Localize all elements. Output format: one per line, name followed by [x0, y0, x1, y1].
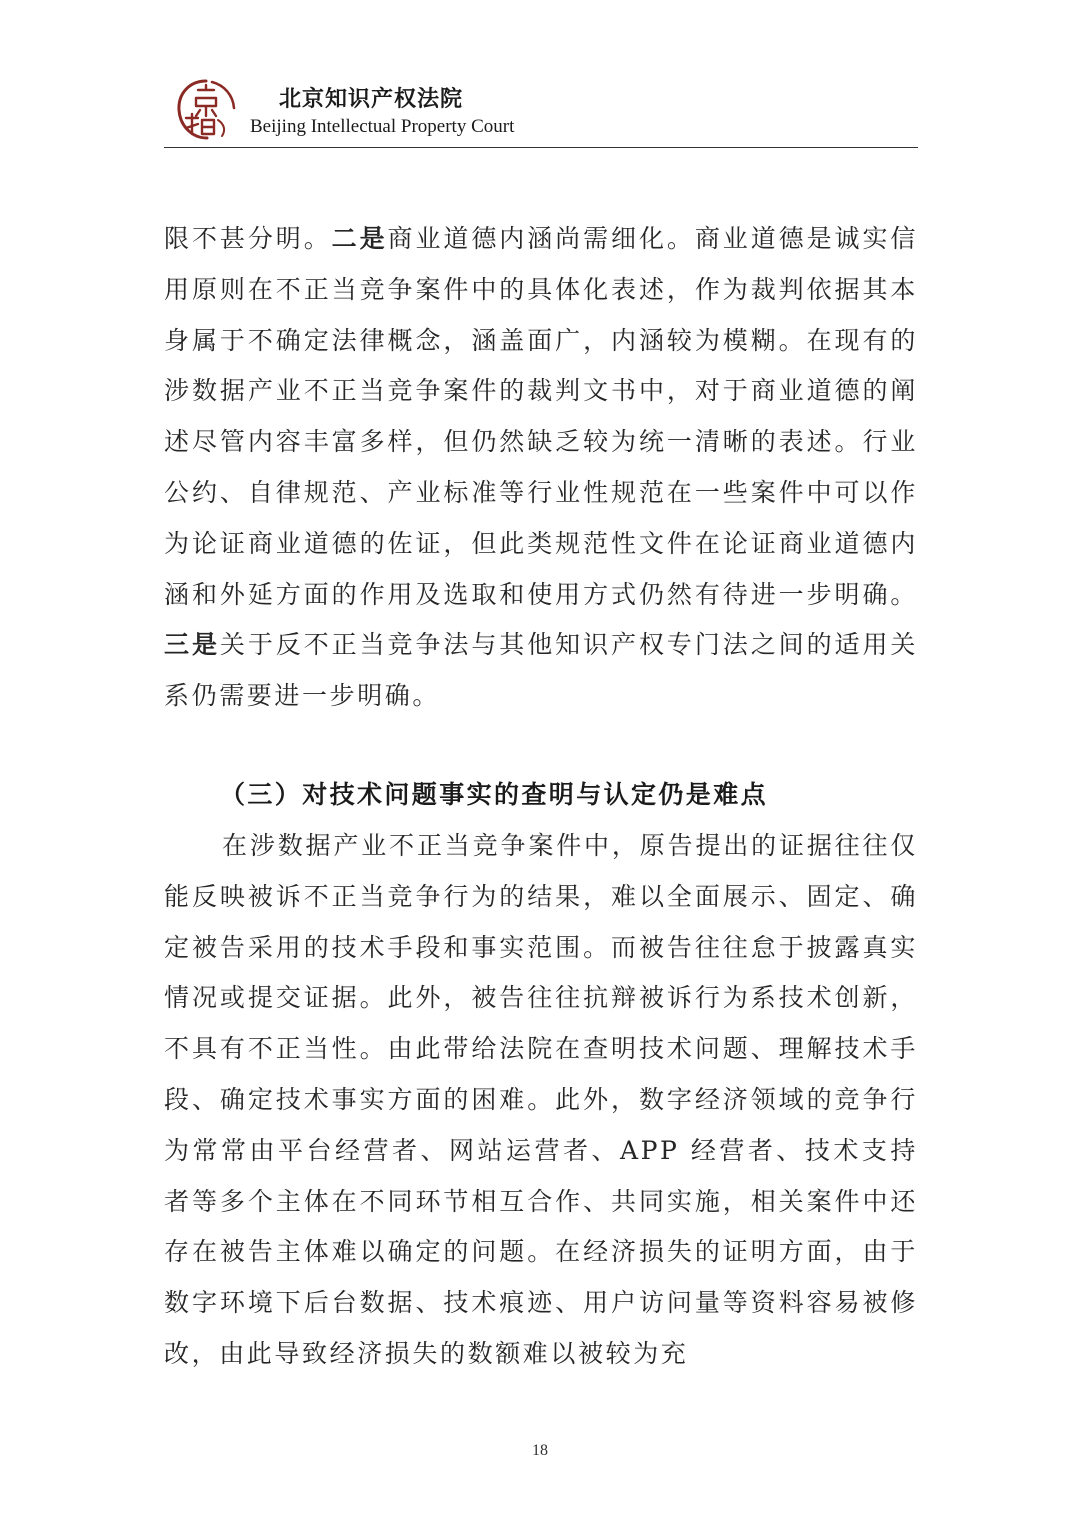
- header-divider: [164, 147, 918, 148]
- page-number: 18: [532, 1442, 548, 1459]
- court-name-english: Beijing Intellectual Property Court: [250, 116, 515, 137]
- paragraph-text: 商业道德内涵尚需细化。商业道德是诚实信用原则在不正当竞争案件中的具体化表述，作为裁判依据其本身属于不确定法律概念，涵盖面广，内涵较为模糊。在现有的涉数据产业不正当竞争案件的裁判文书中，对于商业道德的阐述尽管内容丰富多样，但仍然缺乏较为统一清晰的表述。行业公约、自律规范、产业标准等行业性规范在一些案件中可以作为论证商业道德的佐证，但此类规范性文件在论证商业道德内涵和外延方面的作用及选取和使用方式仍然有待进一步明确。: [164, 224, 919, 609]
- page-header: [164, 72, 918, 148]
- paragraph-text: 关于反不正当竞争法与其他知识产权专门法之间的适用关系仍需要进一步明确。: [164, 630, 918, 711]
- emphasis-second-point: 二是: [331, 224, 388, 253]
- emphasis-third-point: 三是: [164, 630, 220, 660]
- paragraph-technical-facts: 在涉数据产业不正当竞争案件中，原告提出的证据往往仅能反映被诉不正当竞争行为的结果，难以全面展示、固定、确定被告采用的技术手段和事实范围。而被告往往怠于披露真实情况或提交证据。此外，被告往往抗辩被诉行为系技术创新，不具有不正当性。由此带给法院在查明技术问题、理解技术手段、确定技术事实方面的困难。此外，数字经济领域的竞争行为常常由平台经营者、网站运营者、APP 经营者、技术支持者等多个主体在不同环节相互合作、共同实施，相关案件中还存在被告主体难以确定的问题。在经济损失的证明方面，由于数字环境下后台数据、技术痕迹、用户访问量等资料容易被修改，由此导致经济损失的数额难以被较为充: [164, 831, 918, 1368]
- paragraph-text: 限不甚分明。: [164, 224, 332, 253]
- court-name-chinese: 北京知识产权法院: [279, 87, 464, 112]
- court-seal-icon: [172, 76, 240, 144]
- paragraph-commercial-ethics: [164, 214, 918, 722]
- section-heading: （三）对技术问题事实的查明与认定仍是难点: [220, 780, 769, 809]
